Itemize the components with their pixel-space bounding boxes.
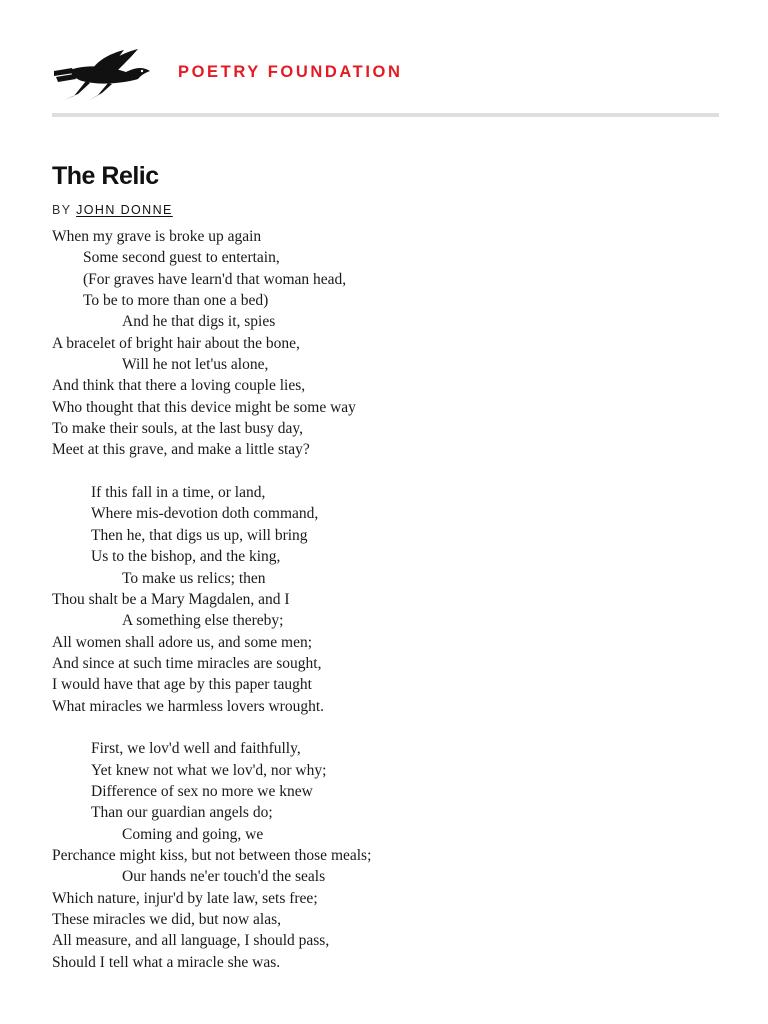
poem-line: To make their souls, at the last busy day, xyxy=(52,420,304,438)
poem-line: When my grave is broke up again xyxy=(52,228,262,245)
poem-line: A something else thereby; xyxy=(122,612,284,630)
header-divider xyxy=(52,113,719,117)
poem-title: The Relic xyxy=(52,162,159,190)
pegasus-bird-icon[interactable] xyxy=(52,46,152,102)
brand-name[interactable]: POETRY FOUNDATION xyxy=(178,63,403,81)
poem-line: All women shall adore us, and some men; xyxy=(52,633,313,651)
poem-line: Some second guest to entertain, xyxy=(83,249,280,267)
poem-line: And he that digs it, spies xyxy=(122,313,276,331)
poem-line: First, we lov'd well and faithfully, xyxy=(91,740,301,758)
poem-line: Who thought that this device might be some way xyxy=(52,398,356,416)
poem-line: Then he, that digs us up, will bring xyxy=(91,526,308,544)
poem-line: If this fall in a time, or land, xyxy=(91,484,266,502)
poem-line: Difference of sex no more we knew xyxy=(91,782,313,800)
poem-line: Our hands ne'er touch'd the seals xyxy=(122,868,326,886)
poem-line: And since at such time miracles are sought, xyxy=(52,654,322,672)
site-header xyxy=(52,40,719,110)
poem-line: To be to more than one a bed) xyxy=(83,292,269,310)
byline-prefix: BY xyxy=(52,203,72,217)
poem-line: Should I tell what a miracle she was. xyxy=(52,953,281,971)
poem-body xyxy=(52,226,732,973)
byline xyxy=(52,203,173,217)
poem-line: What miracles we harmless lovers wrought. xyxy=(52,697,325,715)
poem-line: These miracles we did, but now alas, xyxy=(52,911,281,928)
poem-line: Perchance might kiss, but not between those meals; xyxy=(52,846,372,864)
author-link[interactable]: JOHN DONNE xyxy=(76,203,173,217)
poem-line: Meet at this grave, and make a little stay? xyxy=(52,441,310,459)
stanza-break xyxy=(52,461,732,482)
poem-line: And think that there a loving couple lies, xyxy=(52,377,306,395)
poem-line: Where mis-devotion doth command, xyxy=(91,505,319,523)
poem-line: Which nature, injur'd by late law, sets free; xyxy=(52,889,318,907)
poem-line: A bracelet of bright hair about the bone, xyxy=(52,334,300,352)
poem-line: Coming and going, we xyxy=(122,825,264,843)
poem-line: (For graves have learn'd that woman head, xyxy=(83,270,347,288)
poem-line: I would have that age by this paper taught xyxy=(52,676,312,694)
poem-line: Us to the bishop, and the king, xyxy=(91,548,281,566)
poem-line: Thou shalt be a Mary Magdalen, and I xyxy=(52,590,290,608)
poem-line: Than our guardian angels do; xyxy=(91,804,273,822)
poem-line: All measure, and all language, I should pass, xyxy=(52,932,330,950)
stanza-break xyxy=(52,717,732,738)
poem-line: Will he not let'us alone, xyxy=(122,356,269,374)
poem-line: Yet knew not what we lov'd, nor why; xyxy=(91,761,327,779)
poem-line: To make us relics; then xyxy=(122,569,266,587)
